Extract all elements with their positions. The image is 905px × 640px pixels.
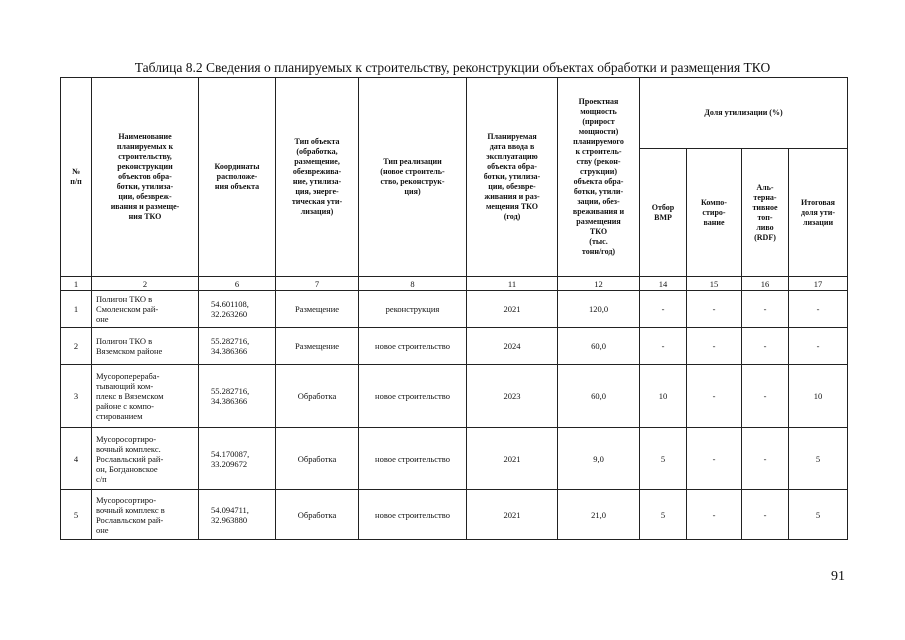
header-object-type: Тип объекта (обработка, размещение, обезврежива- ние, утилиза- ция, энерге- тическая ути- лизация) (276, 78, 359, 277)
header-no: № п/п (61, 78, 92, 277)
cell-capacity: 120,0 (558, 291, 640, 328)
cell-no: 1 (61, 291, 92, 328)
table-row (61, 291, 848, 328)
col-number: 1 (61, 277, 92, 291)
cell-year: 2021 (467, 490, 558, 540)
cell-implementation-type: реконструкция (359, 291, 467, 328)
cell-coords: 54.601108, 32.263260 (199, 291, 276, 328)
cell-object-type: Обработка (276, 365, 359, 428)
cell-name: Мусоросортиро- вочный комплекс в Рославльском рай- оне (92, 490, 199, 540)
cell-no: 4 (61, 428, 92, 490)
col-number: 16 (742, 277, 789, 291)
cell-total-share: - (789, 291, 848, 328)
cell-implementation-type: новое строительство (359, 328, 467, 365)
cell-no: 2 (61, 328, 92, 365)
header-capacity: Проектная мощность (прирост мощности) планируемого к строитель- ству (рекон- струкции) объекта обра- ботки, утили- зации, обез- вреживания и размещения ТКО (тыс. тонн/год) (558, 78, 640, 277)
col-number: 14 (640, 277, 687, 291)
cell-vmr: - (640, 291, 687, 328)
cell-vmr: 5 (640, 428, 687, 490)
cell-rdf: - (742, 365, 789, 428)
cell-name: Полигон ТКО в Вяземском районе (92, 328, 199, 365)
cell-object-type: Обработка (276, 490, 359, 540)
header-rdf: Аль- терна- тивное топ- ливо (RDF) (742, 149, 789, 277)
header-vmr: Отбор ВМР (640, 149, 687, 277)
col-number: 12 (558, 277, 640, 291)
cell-year: 2023 (467, 365, 558, 428)
header-composting: Компо- стиро- вание (687, 149, 742, 277)
col-number: 6 (199, 277, 276, 291)
column-numbers-row (61, 277, 848, 291)
cell-name: Полигон ТКО в Смоленском рай- оне (92, 291, 199, 328)
header-implementation-type: Тип реализации (новое строитель- ство, реконструк- ция) (359, 78, 467, 277)
cell-object-type: Размещение (276, 328, 359, 365)
table-row (61, 490, 848, 540)
cell-name: Мусоросортиро- вочный комплекс. Рославльский рай- он, Богдановское с/п (92, 428, 199, 490)
cell-coords: 55.282716, 34.386366 (199, 365, 276, 428)
cell-coords: 54.170087, 33.209672 (199, 428, 276, 490)
cell-rdf: - (742, 490, 789, 540)
header-utilization-share: Доля утилизации (%) (640, 78, 848, 149)
col-number: 11 (467, 277, 558, 291)
col-number: 2 (92, 277, 199, 291)
table-row (61, 428, 848, 490)
cell-composting: - (687, 490, 742, 540)
cell-composting: - (687, 291, 742, 328)
cell-composting: - (687, 328, 742, 365)
planned-facilities-table (60, 77, 848, 540)
cell-year: 2021 (467, 291, 558, 328)
cell-no: 3 (61, 365, 92, 428)
header-total-share: Итоговая доля ути- лизации (789, 149, 848, 277)
col-number: 7 (276, 277, 359, 291)
cell-name: Мусороперераба- тывающий ком- плекс в Вяземском районе с компо- стированием (92, 365, 199, 428)
table-caption: Таблица 8.2 Сведения о планируемых к строительству, реконструкции объектах обработки и размещения ТКО (134, 60, 771, 75)
cell-coords: 55.282716, 34.386366 (199, 328, 276, 365)
cell-vmr: 5 (640, 490, 687, 540)
cell-rdf: - (742, 291, 789, 328)
cell-implementation-type: новое строительство (359, 365, 467, 428)
col-number: 15 (687, 277, 742, 291)
cell-composting: - (687, 428, 742, 490)
table-row (61, 365, 848, 428)
cell-no: 5 (61, 490, 92, 540)
cell-year: 2021 (467, 428, 558, 490)
cell-total-share: 5 (789, 428, 848, 490)
cell-object-type: Размещение (276, 291, 359, 328)
table-row (61, 328, 848, 365)
cell-rdf: - (742, 428, 789, 490)
cell-year: 2024 (467, 328, 558, 365)
cell-capacity: 60,0 (558, 328, 640, 365)
cell-capacity: 60,0 (558, 365, 640, 428)
cell-rdf: - (742, 328, 789, 365)
header-coords: Координаты расположе- ния объекта (199, 78, 276, 277)
cell-vmr: 10 (640, 365, 687, 428)
col-number: 8 (359, 277, 467, 291)
cell-capacity: 21,0 (558, 490, 640, 540)
cell-vmr: - (640, 328, 687, 365)
header-planned-date: Планируемая дата ввода в эксплуатацию объекта обра- ботки, утилиза- ции, обезвре- живания и раз- мещения ТКО (год) (467, 78, 558, 277)
cell-coords: 54.094711, 32.963880 (199, 490, 276, 540)
cell-object-type: Обработка (276, 428, 359, 490)
cell-total-share: - (789, 328, 848, 365)
page-number: 91 (831, 569, 845, 584)
cell-implementation-type: новое строительство (359, 490, 467, 540)
cell-composting: - (687, 365, 742, 428)
header-name: Наименование планируемых к строительству, реконструкции объектов обра- ботки, утилиза- ции, обезвреж- ивания и размеще- ния ТКО (92, 78, 199, 277)
cell-total-share: 10 (789, 365, 848, 428)
col-number: 17 (789, 277, 848, 291)
cell-total-share: 5 (789, 490, 848, 540)
cell-implementation-type: новое строительство (359, 428, 467, 490)
cell-capacity: 9,0 (558, 428, 640, 490)
